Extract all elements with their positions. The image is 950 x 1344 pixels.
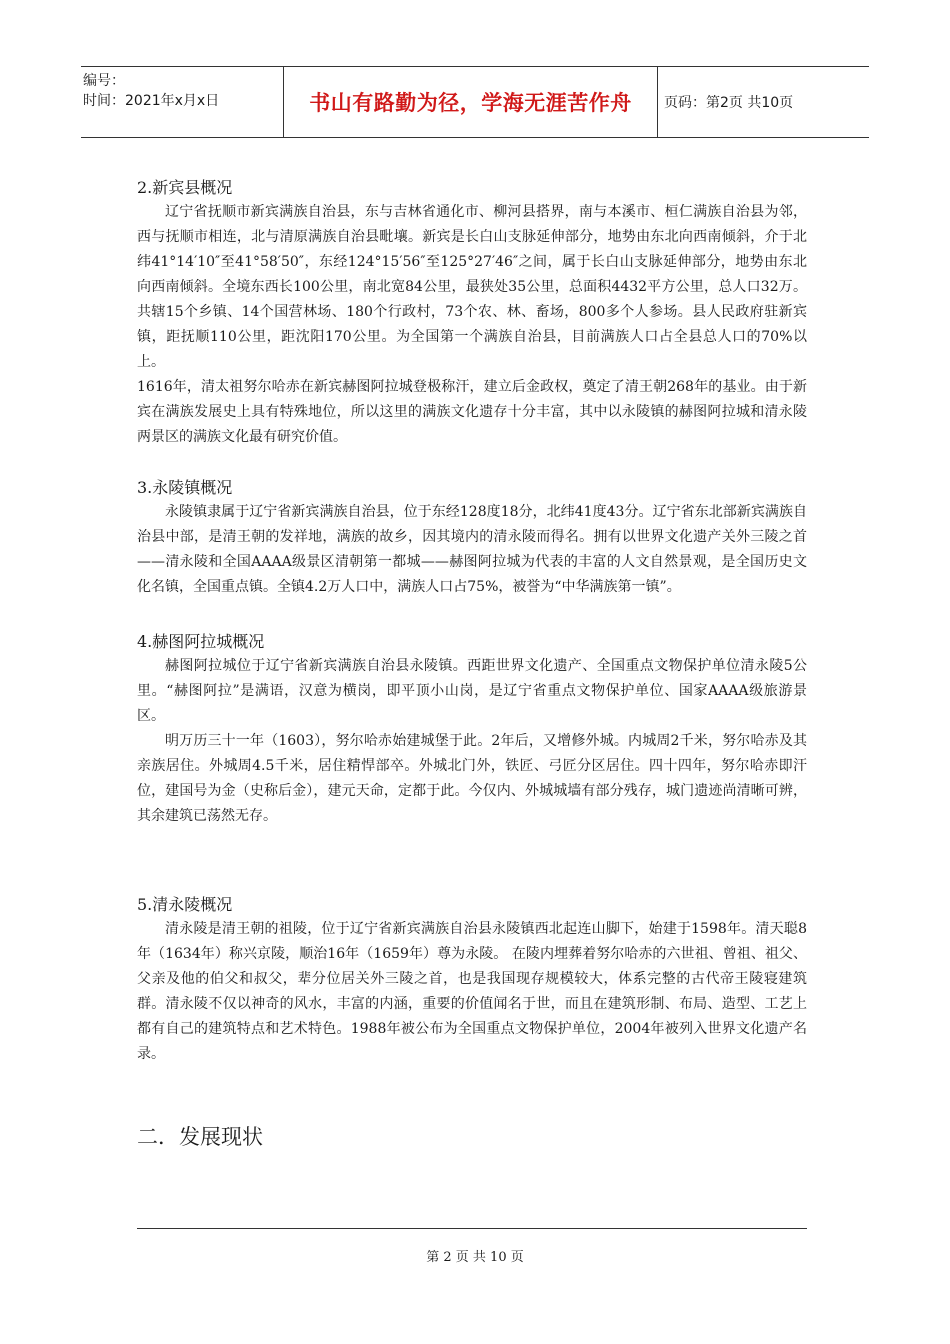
paragraph: 明万历三十一年（1603），努尔哈赤始建城堡于此。2年后，又增修外城。内城周2千米，努尔哈赤及其亲族居住。外城周4.5千米，居住精悍部卒。外城北门外，铁匠、弓匠分区居住。四十四年，努尔哈赤即汗位，建国号为金（史称后金），建元天命，定都于此。今仅内、外城城墙有部分残存，城门遗迹尚清晰可辨，其余建筑已荡然无存。 — [137, 733, 807, 824]
document-number-label: 编号： — [83, 73, 125, 89]
header-motto: 书山有路勤为径，学海无涯苦作舟 — [283, 67, 658, 137]
section-yongling-town — [137, 476, 807, 600]
part-two-title: 二．发展现状 — [137, 1125, 263, 1149]
document-date-label: 时间：2021年x月x日 — [83, 93, 220, 109]
header-meta — [81, 67, 283, 137]
paragraph: 辽宁省抚顺市新宾满族自治县，东与吉林省通化市、柳河县搭界，南与本溪市、桓仁满族自治县为邻，西与抚顺市相连，北与清原满族自治县毗壤。新宾是长白山支脉延伸部分，地势由东北向西南倾斜，介于北纬41°14′10″至41°58′50″，东经124°15′56″至125°27′46″之间，属于长白山支脉延伸部分，地势由东北向西南倾斜。全境东西长100公里，南北宽84公里，最狭处35公里，总面积4432平方公里，总人口32万。共辖15个乡镇、14个国营林场、180个行政村，73个农、林、畜场，800多个人参场。县人民政府驻新宾镇，距抚顺110公里，距沈阳170公里。为全国第一个满族自治县，目前满族人口占全县总人口的70%以上。 — [137, 204, 807, 370]
section-qing-yongling — [137, 893, 807, 1067]
paragraph: 永陵镇隶属于辽宁省新宾满族自治县，位于东经128度18分，北纬41度43分。辽宁省东北部新宾满族自治县中部，是清王朝的发祥地，满族的故乡，因其境内的清永陵而得名。拥有以世界文化遗产关外三陵之首——清永陵和全国AAAA级景区清朝第一都城——赫图阿拉城为代表的丰富的人文自然景观，是全国历史文化名镇，全国重点镇。全镇4.2万人口中，满族人口占75%，被誉为“中华满族第一镇”。 — [137, 504, 807, 595]
section-title: 3.永陵镇概况 — [137, 478, 233, 497]
header-page-number: 页码：第2页 共10页 — [664, 95, 794, 111]
page-header — [81, 66, 869, 138]
section-title: 5.清永陵概况 — [137, 895, 233, 914]
section-hetuala-city — [137, 630, 807, 829]
footer-divider — [137, 1228, 807, 1229]
paragraph: 1616年，清太祖努尔哈赤在新宾赫图阿拉城登极称汗，建立后金政权，奠定了清王朝268年的基业。由于新宾在满族发展史上具有特殊地位，所以这里的满族文化遗存十分丰富，其中以永陵镇的赫图阿拉城和清永陵两景区的满族文化最有研究价值。 — [137, 379, 807, 445]
section-title: 2.新宾县概况 — [137, 178, 233, 197]
section-xinbin-county — [137, 176, 807, 450]
paragraph: 清永陵是清王朝的祖陵，位于辽宁省新宾满族自治县永陵镇西北起连山脚下，始建于1598年。清天聪8年（1634年）称兴京陵，顺治16年（1659年）尊为永陵。 在陵内埋葬着努尔哈赤的六世祖、曾祖、祖父、父亲及他的伯父和叔父，辈分位居关外三陵之首，也是我国现存规模较大，体系完整的古代帝王陵寝建筑群。清永陵不仅以神奇的风水，丰富的内涵，重要的价值闻名于世，而且在建筑形制、布局、造型、工艺上都有自己的建筑特点和艺术特色。1988年被公布为全国重点文物保护单位，2004年被列入世界文化遗产名录。 — [137, 921, 807, 1062]
document-body — [137, 176, 807, 1168]
footer-page-number: 第 2 页 共 10 页 — [426, 1250, 524, 1265]
paragraph: 赫图阿拉城位于辽宁省新宾满族自治县永陵镇。西距世界文化遗产、全国重点文物保护单位清永陵5公里。“赫图阿拉”是满语，汉意为横岗，即平顶小山岗，是辽宁省重点文物保护单位、国家AAAA级旅游景区。 — [137, 658, 807, 724]
section-title: 4.赫图阿拉城概况 — [137, 632, 265, 651]
